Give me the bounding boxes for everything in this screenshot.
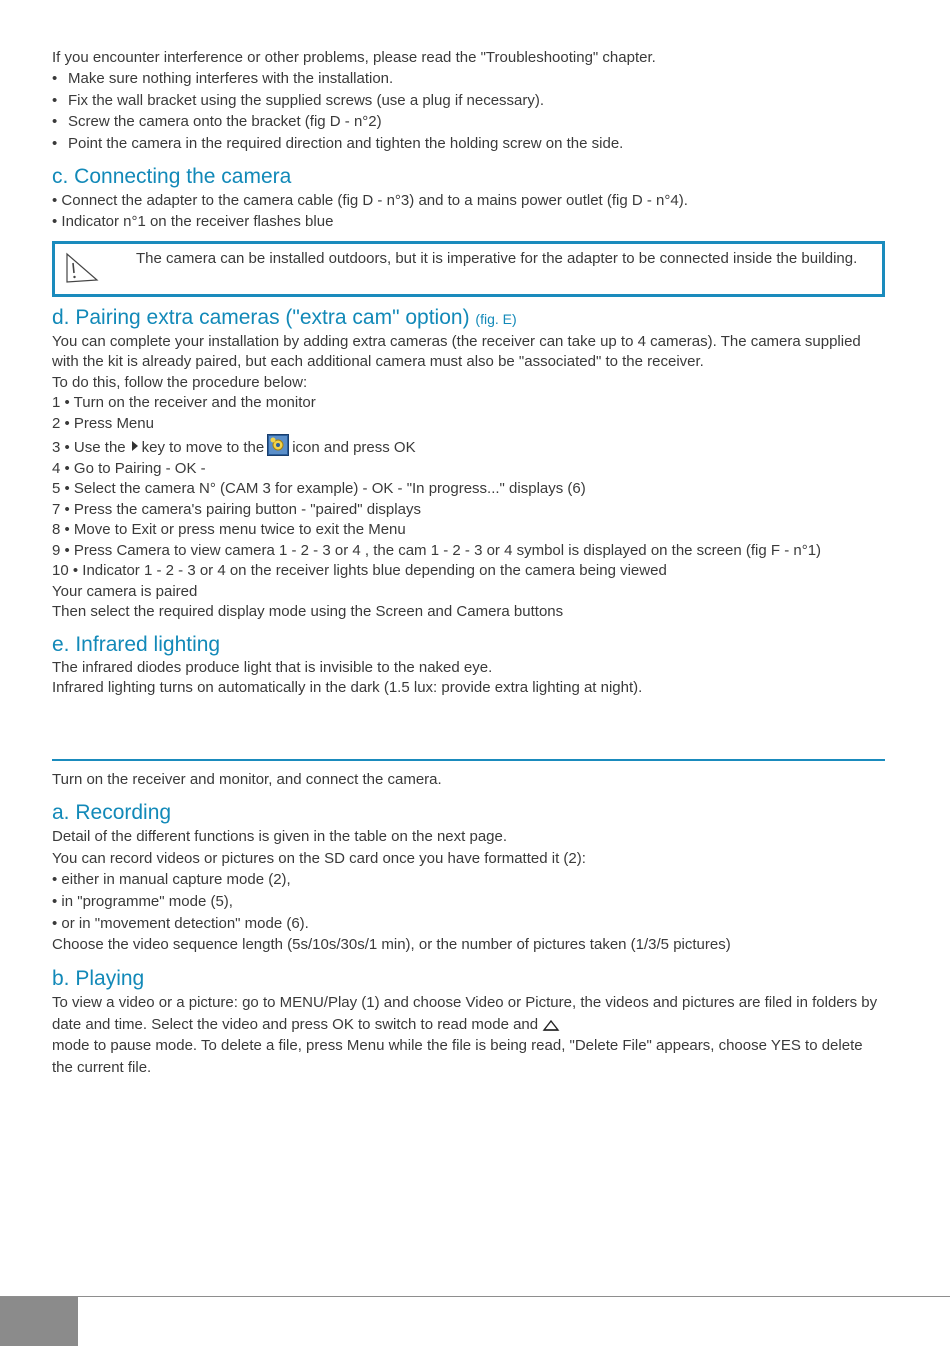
section-a-line: • in "programme" mode (5),	[52, 892, 233, 910]
right-arrow-key-icon	[132, 441, 138, 451]
step-4: 4 • Go to Pairing - OK -	[52, 459, 206, 477]
step-7: 7 • Press the camera's pairing button - "paired" displays	[52, 500, 421, 518]
list-item: • Screw the camera onto the bracket (fig D - n°2)	[52, 113, 382, 131]
section-b-text-continued: mode to pause mode. To delete a file, press Menu while the file is being read, "Delete File" appears, choose YES to delete the current file.	[52, 1037, 863, 1076]
section-divider	[52, 759, 885, 761]
settings-menu-icon	[267, 434, 289, 456]
warning-icon	[63, 252, 99, 284]
section-d-heading: d. Pairing extra cameras ("extra cam" option) (fig. E)	[52, 305, 517, 329]
step-3: 3 • Use the key to move to the icon and press OK	[52, 434, 885, 459]
step-1: 1 • Turn on the receiver and the monitor	[52, 394, 316, 412]
warning-note	[52, 241, 885, 297]
page-content	[52, 47, 885, 1078]
section-a-line: • either in manual capture mode (2),	[52, 871, 291, 889]
list-item: • Fix the wall bracket using the supplied screws (use a plug if necessary).	[52, 91, 545, 109]
up-triangle-icon	[542, 1019, 560, 1031]
step-9: 9 • Press Camera to view camera 1 - 2 - 3 or 4 , the cam 1 - 2 - 3 or 4 symbol is displayed on the screen (fig F - n°1)	[52, 541, 822, 559]
list-item: • Make sure nothing interferes with the installation.	[52, 70, 394, 87]
usage-intro: Turn on the receiver and monitor, and connect the camera.	[52, 770, 442, 788]
step-8: 8 • Move to Exit or press menu twice to exit the Menu	[52, 521, 406, 539]
footer-line	[0, 1296, 950, 1297]
section-a-line: • or in "movement detection" mode (6).	[52, 914, 309, 932]
section-a-heading: a. Recording	[52, 800, 172, 824]
section-b-heading: b. Playing	[52, 967, 145, 991]
section-a-line: Choose the video sequence length (5s/10s/30s/1 min), or the number of pictures taken (1/3/5 pictures)	[52, 936, 731, 954]
section-c-heading: c. Connecting the camera	[52, 164, 292, 188]
section-b-text: To view a video or a picture: go to MENU/Play (1) and choose Video or Picture, the videos and pictures are filed in folders by date and time. Select the video and press OK to switch to read mode and	[52, 994, 878, 1033]
page-number-box	[0, 1297, 78, 1346]
section-d-procedure: To do this, follow the procedure below:	[52, 373, 308, 391]
section-a-line: You can record videos or pictures on the SD card once you have formatted it (2):	[52, 849, 586, 867]
section-e-line: Infrared lighting turns on automatically in the dark (1.5 lux: provide extra lighting at night).	[52, 678, 643, 696]
section-d-fig-ref: (fig. E)	[475, 310, 517, 327]
list-item: • Point the camera in the required direction and tighten the holding screw on the side.	[52, 135, 624, 153]
section-c-line: • Indicator n°1 on the receiver flashes blue	[52, 212, 334, 230]
section-e-line: The infrared diodes produce light that is invisible to the naked eye.	[52, 658, 493, 676]
section-e-heading: e. Infrared lighting	[52, 632, 221, 656]
section-d-intro: You can complete your installation by adding extra cameras (the receiver can take up to 4 cameras). The camera supplied with the kit is already paired, but each additional camera must also be "associated" to the receiver.	[52, 332, 861, 371]
paired-text: Your camera is paired	[52, 582, 198, 600]
warning-note-text: The camera can be installed outdoors, but it is imperative for the adapter to be connected inside the building.	[136, 249, 858, 267]
display-mode-text: Then select the required display mode using the Screen and Camera buttons	[52, 603, 564, 621]
intro-text: If you encounter interference or other problems, please read the "Troubleshooting" chapter.	[52, 49, 656, 66]
section-c-line: • Connect the adapter to the camera cable (fig D - n°3) and to a mains power outlet (fig D - n°4).	[52, 191, 688, 209]
step-2: 2 • Press Menu	[52, 414, 154, 432]
step-5: 5 • Select the camera N° (CAM 3 for example) - OK - "In progress..." displays (6)	[52, 480, 586, 498]
section-a-line: Detail of the different functions is given in the table on the next page.	[52, 827, 508, 845]
step-10: 10 • Indicator 1 - 2 - 3 or 4 on the receiver lights blue depending on the camera being viewed	[52, 562, 667, 580]
